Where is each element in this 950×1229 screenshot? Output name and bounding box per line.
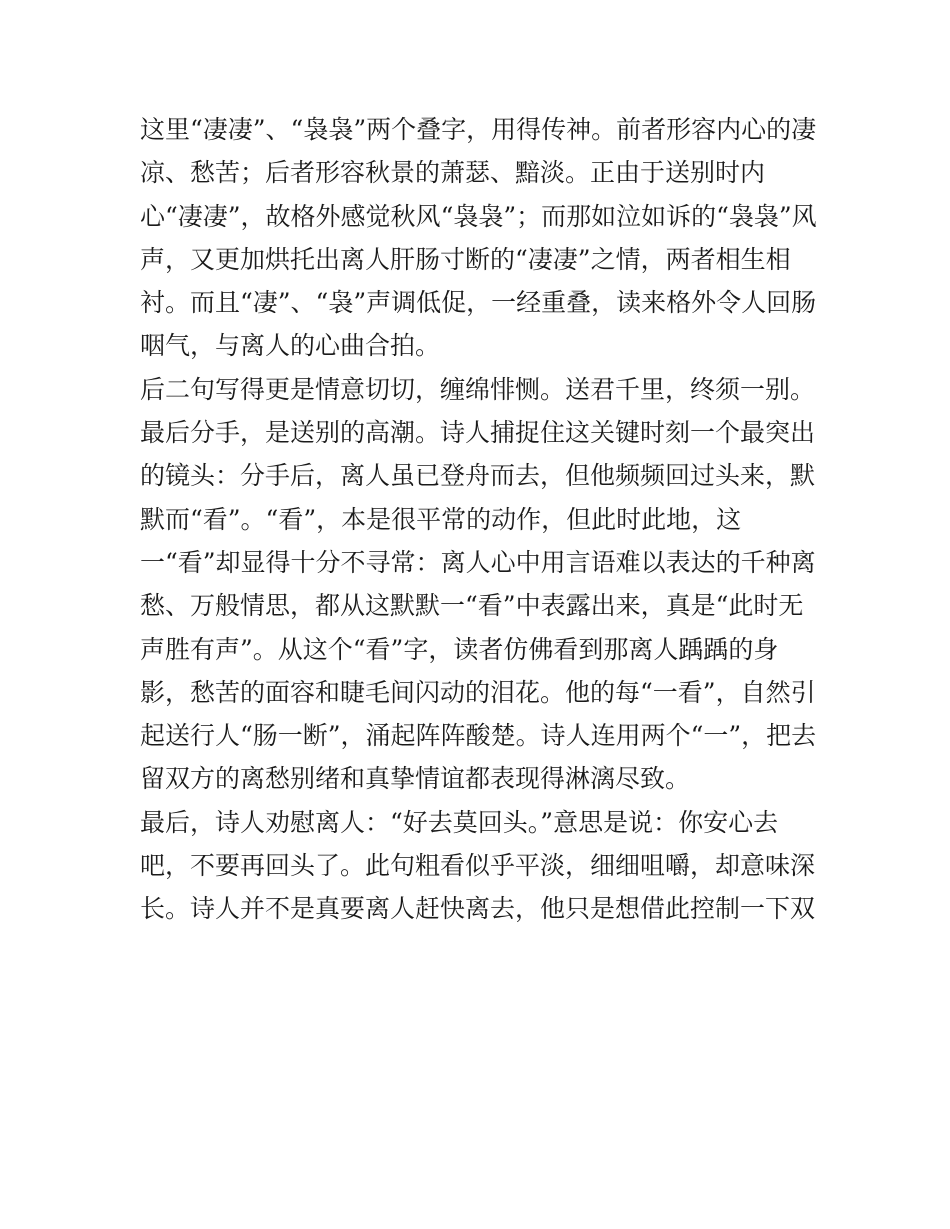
text-line: 长。诗人并不是真要离人赶快离去，他只是想借此控制一下双 bbox=[140, 894, 816, 924]
text-line: 后二句写得更是情意切切，缠绵悱恻。送君千里，终须一别。 bbox=[140, 374, 816, 404]
text-line: 一“看”却显得十分不寻常：离人心中用言语难以表达的千种离 bbox=[140, 547, 816, 577]
text-line: 声，又更加烘托出离人肝肠寸断的“凄凄”之情，两者相生相 bbox=[140, 244, 791, 274]
text-line: 留双方的离愁别绪和真挚情谊都表现得淋漓尽致。 bbox=[140, 764, 691, 794]
text-line: 最后，诗人劝慰离人：“好去莫回头。”意思是说：你安心去 bbox=[140, 807, 779, 837]
text-line: 心“凄凄”，故格外感觉秋风“袅袅”；而那如泣如诉的“袅袅”风 bbox=[140, 201, 817, 231]
text-line: 咽气，与离人的心曲合拍。 bbox=[140, 331, 441, 361]
text-line: 衬。而且“凄”、“袅”声调低促，一经重叠，读来格外令人回肠 bbox=[140, 288, 817, 318]
text-line: 吧，不要再回头了。此句粗看似乎平淡，细细咀嚼，却意味深 bbox=[140, 851, 816, 881]
text-line: 起送行人“肠一断”，涌起阵阵酸楚。诗人连用两个“一”，把去 bbox=[140, 721, 817, 751]
text-line: 最后分手，是送别的高潮。诗人捕捉住这关键时刻一个最突出 bbox=[140, 418, 816, 448]
text-line: 声胜有声”。从这个“看”字，读者仿佛看到那离人踽踽的身 bbox=[140, 634, 779, 664]
text-line: 的镜头：分手后，离人虽已登舟而去，但他频频回过头来，默 bbox=[140, 461, 816, 491]
text-line: 默而“看”。“看”，本是很平常的动作，但此时此地，这 bbox=[140, 504, 742, 534]
text-line: 凉、愁苦；后者形容秋景的萧瑟、黯淡。正由于送别时内 bbox=[140, 158, 766, 188]
body-text bbox=[140, 108, 820, 931]
text-line: 这里“凄凄”、“袅袅”两个叠字，用得传神。前者形容内心的凄 bbox=[140, 115, 817, 144]
text-line: 影，愁苦的面容和睫毛间闪动的泪花。他的每“一看”，自然引 bbox=[140, 677, 816, 707]
text-line: 愁、万般情思，都从这默默一“看”中表露出来，真是“此时无 bbox=[140, 591, 804, 621]
